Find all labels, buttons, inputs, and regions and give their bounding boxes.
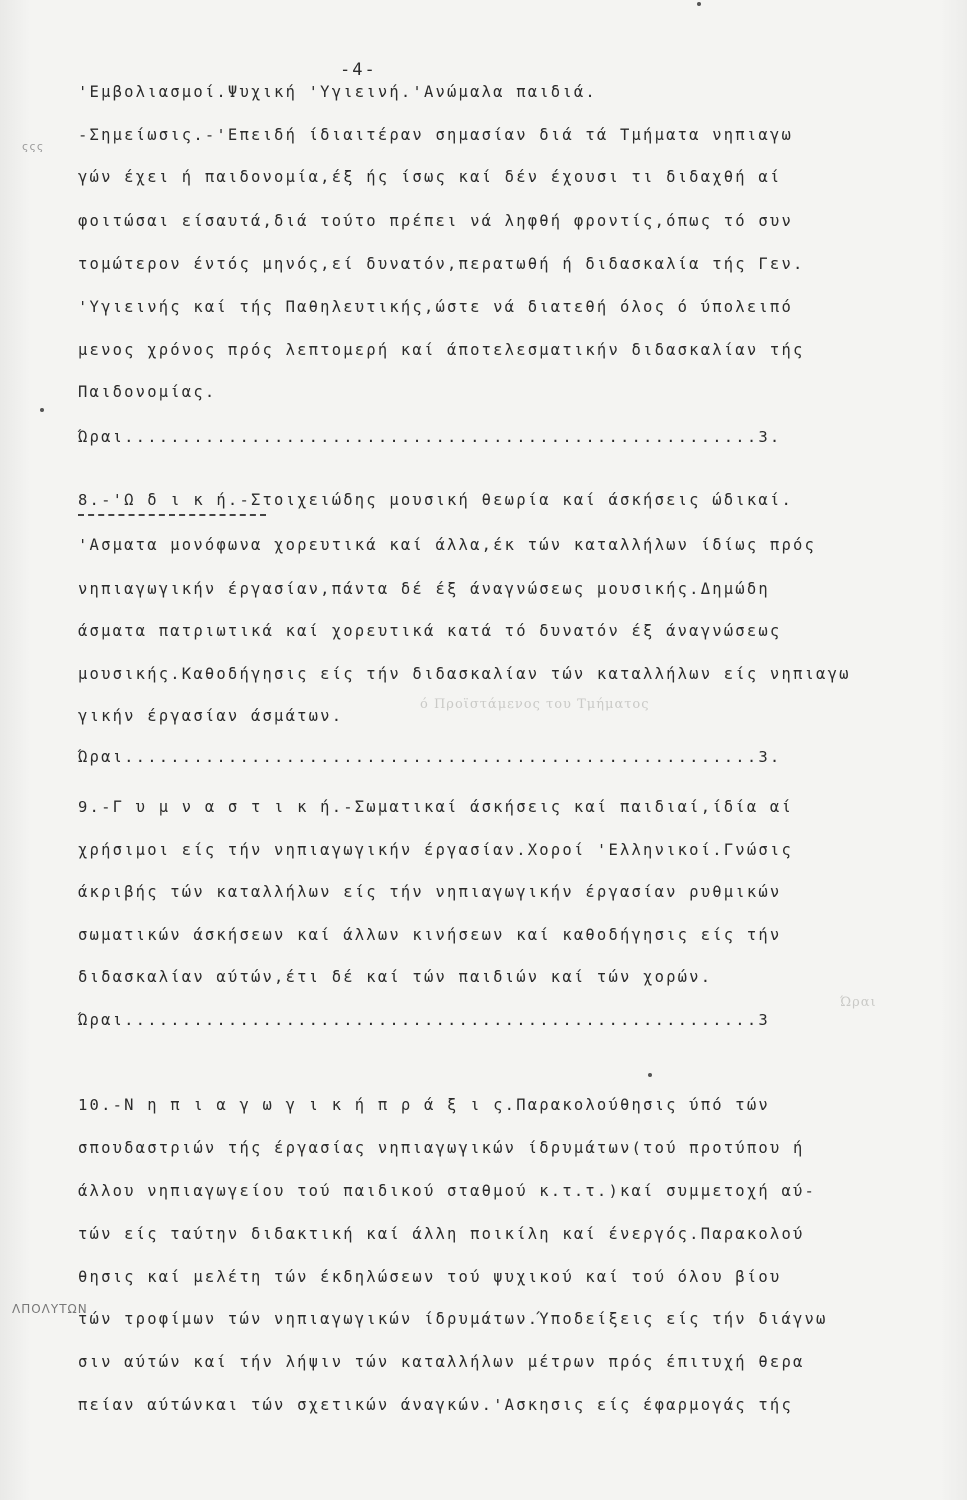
hours-line: Ώραι.......................................................3. [78,428,782,446]
text-line: 'Ασματα μονόφωνα χορευτικά καί άλλα,έκ τών καταλλήλων ίδίως πρός [78,536,817,554]
text-line: τών τροφίμων τών νηπιαγωγικών ίδρυμάτων.Ύποδείξεις είς τήν διάγνω [78,1310,828,1328]
margin-mark-top: ςςς [22,140,45,153]
text-line: σωματικών άσκήσεων καί άλλων κινήσεων καί καθοδήγησις είς τήν [78,926,782,944]
text-line: Παιδονομίας. [78,383,217,401]
text-line: φοιτώσαι είσαυτά,διά τούτο πρέπει νά ληφθή φροντίς,όπως τό συν [78,212,793,230]
text-line: νηπιαγωγικήν έργασίαν,πάντα δέ έξ άναγνώσεως μουσικής.Δημώδη [78,580,770,598]
section-heading-line: 8.-'Ω δ ι κ ή.-Στοιχειώδης μουσική θεωρία καί άσκήσεις ώδικαί. [78,491,793,509]
section-heading-line: 10.-Ν η π ι α γ ω γ ι κ ή π ρ ά ξ ι ς.Παρακολούθησις ύπό τών [78,1096,770,1114]
text-line: άσματα πατριωτικά καί χορευτικά κατά τό δυνατόν έξ άναγνώσεως [78,622,782,640]
ink-dot [648,1073,652,1077]
margin-mark-bottom: ΛΠΟΛΥΤΩΝ [12,1302,88,1316]
page-number: -4- [340,60,377,80]
text-line: 'Εμβολιασμοί.Ψυχική 'Υγιεινή.'Ανώμαλα παιδιά. [78,83,597,101]
text-line: σπουδαστριών τής έργασίας νηπιαγωγικών ίδρυμάτων(τού προτύπου ή [78,1139,805,1157]
text-line: τομώτερον έντός μηνός,εί δυνατόν,περατωθή ή διδασκαλία τής Γεν. [78,255,805,273]
text-line: γικήν έργασίαν άσμάτων. [78,707,344,725]
text-line: θησις καί μελέτη τών έκδηλώσεων τού ψυχικού καί τού όλου βίου [78,1268,782,1286]
bleed-through-text: ό Προϊστάμενος του Τμήματος [420,697,650,712]
section-heading-line: 9.-Γ υ μ ν α σ τ ι κ ή.-Σωματικαί άσκήσεις καί παιδιαί,ίδία αί [78,798,793,816]
text-line: χρήσιμοι είς τήν νηπιαγωγικήν έργασίαν.Χοροί 'Ελληνικοί.Γνώσις [78,841,793,859]
text-line: 'Υγιεινής καί τής Παθηλευτικής,ώστε νά διατεθή όλος ό ύπολειπό [78,298,793,316]
text-line: διδασκαλίαν αύτών,έτι δέ καί τών παιδιών καί τών χορών. [78,968,713,986]
text-line: μουσικής.Καθοδήγησις είς τήν διδασκαλίαν τών καταλλήλων είς νηπιαγω [78,665,851,683]
hours-line: Ώραι.......................................................3 [78,1011,770,1029]
heading-underline [78,514,266,516]
text-line: μενος χρόνος πρός λεπτομερή καί άποτελεσματικήν διδασκαλίαν τής [78,341,805,359]
text-line: γών έχει ή παιδονομία,έξ ής ίσως καί δέν έχουσι τι διδαχθή αί [78,168,782,186]
bleed-through-text: Ώραι [840,995,877,1010]
text-line: άκριβής τών καταλλήλων είς τήν νηπιαγωγικήν έργασίαν ρυθμικών [78,883,782,901]
ink-dot [40,408,44,412]
text-line: σιν αύτών καί τήν λήψιν τών καταλλήλων μέτρων πρός έπιτυχή θερα [78,1353,805,1371]
text-line: πείαν αύτώνκαι τών σχετικών άναγκών.'Ασκησις είς έφαρμογάς τής [78,1396,793,1414]
text-line: τών είς ταύτην διδακτική καί άλλη ποικίλη καί ένεργός.Παρακολού [78,1225,805,1243]
text-line: -Σημείωσις.-'Επειδή ίδιαιτέραν σημασίαν διά τά Τμήματα νηπιαγω [78,126,793,144]
text-line: άλλου νηπιαγωγείου τού παιδικού σταθμού κ.τ.τ.)καί συμμετοχή αύ- [78,1182,817,1200]
hours-line: Ώραι.......................................................3. [78,748,782,766]
ink-dot [697,2,701,6]
